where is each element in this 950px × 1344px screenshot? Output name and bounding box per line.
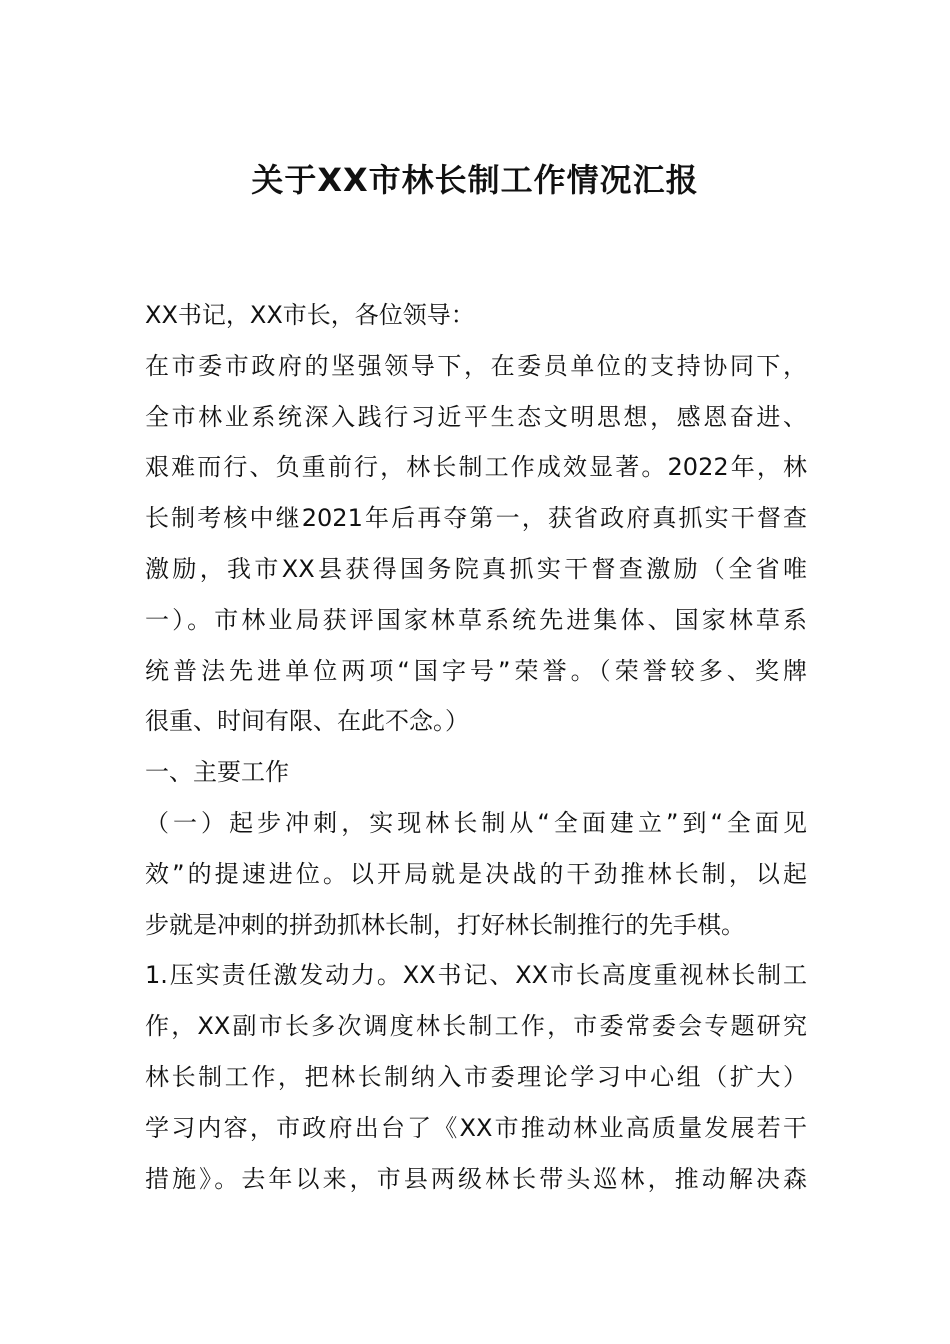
item-paragraph: [145, 950, 807, 1204]
document-title: 关于XX市林长制工作情况汇报: [251, 161, 699, 199]
section-heading: [145, 747, 807, 798]
document-body: [145, 290, 807, 1204]
salutation: [145, 290, 807, 341]
paragraph-line: 很重、时间有限、在此不念。）: [145, 707, 469, 736]
paragraph-line: （一）起步冲刺，实现林长制从“全面建立”到“全面见: [145, 808, 807, 837]
paragraph-line: 激励，我市XX县获得国务院真抓实干督查激励（全省唯: [145, 554, 807, 583]
paragraph-intro: [145, 341, 807, 747]
paragraph-line: 艰难而行、负重前行，林长制工作成效显著。2022年，林: [145, 453, 807, 482]
paragraph-line: 全市林业系统深入践行习近平生态文明思想，感恩奋进、: [145, 402, 807, 431]
paragraph-line: 统普法先进单位两项“国字号”荣誉。（荣誉较多、奖牌: [145, 656, 807, 685]
subsection-paragraph: [145, 798, 807, 950]
paragraph-line: 效”的提速进位。以开局就是决战的干劲推林长制，以起: [145, 859, 807, 888]
paragraph-line: 作，XX副市长多次调度林长制工作，市委常委会专题研究: [145, 1012, 807, 1041]
paragraph-line: 措施》。去年以来，市县两级林长带头巡林，推动解决森: [145, 1164, 807, 1193]
paragraph-line: 一）。市林业局获评国家林草系统先进集体、国家林草系: [145, 605, 807, 634]
salutation-line: XX书记，XX市长，各位领导：: [145, 301, 475, 329]
section-heading-line: 一、主要工作: [145, 758, 289, 787]
paragraph-line: 在市委市政府的坚强领导下，在委员单位的支持协同下，: [145, 351, 807, 380]
paragraph-line: 长制考核中继2021年后再夺第一，获省政府真抓实干督查: [145, 504, 807, 533]
paragraph-line: 林长制工作，把林长制纳入市委理论学习中心组（扩大）: [145, 1062, 807, 1091]
paragraph-line: 学习内容，市政府出台了《XX市推动林业高质量发展若干: [145, 1113, 807, 1142]
paragraph-line: 步就是冲刺的拼劲抓林长制，打好林长制推行的先手棋。: [145, 910, 745, 939]
paragraph-line: 1.压实责任激发动力。XX书记、XX市长高度重视林长制工: [145, 961, 807, 990]
